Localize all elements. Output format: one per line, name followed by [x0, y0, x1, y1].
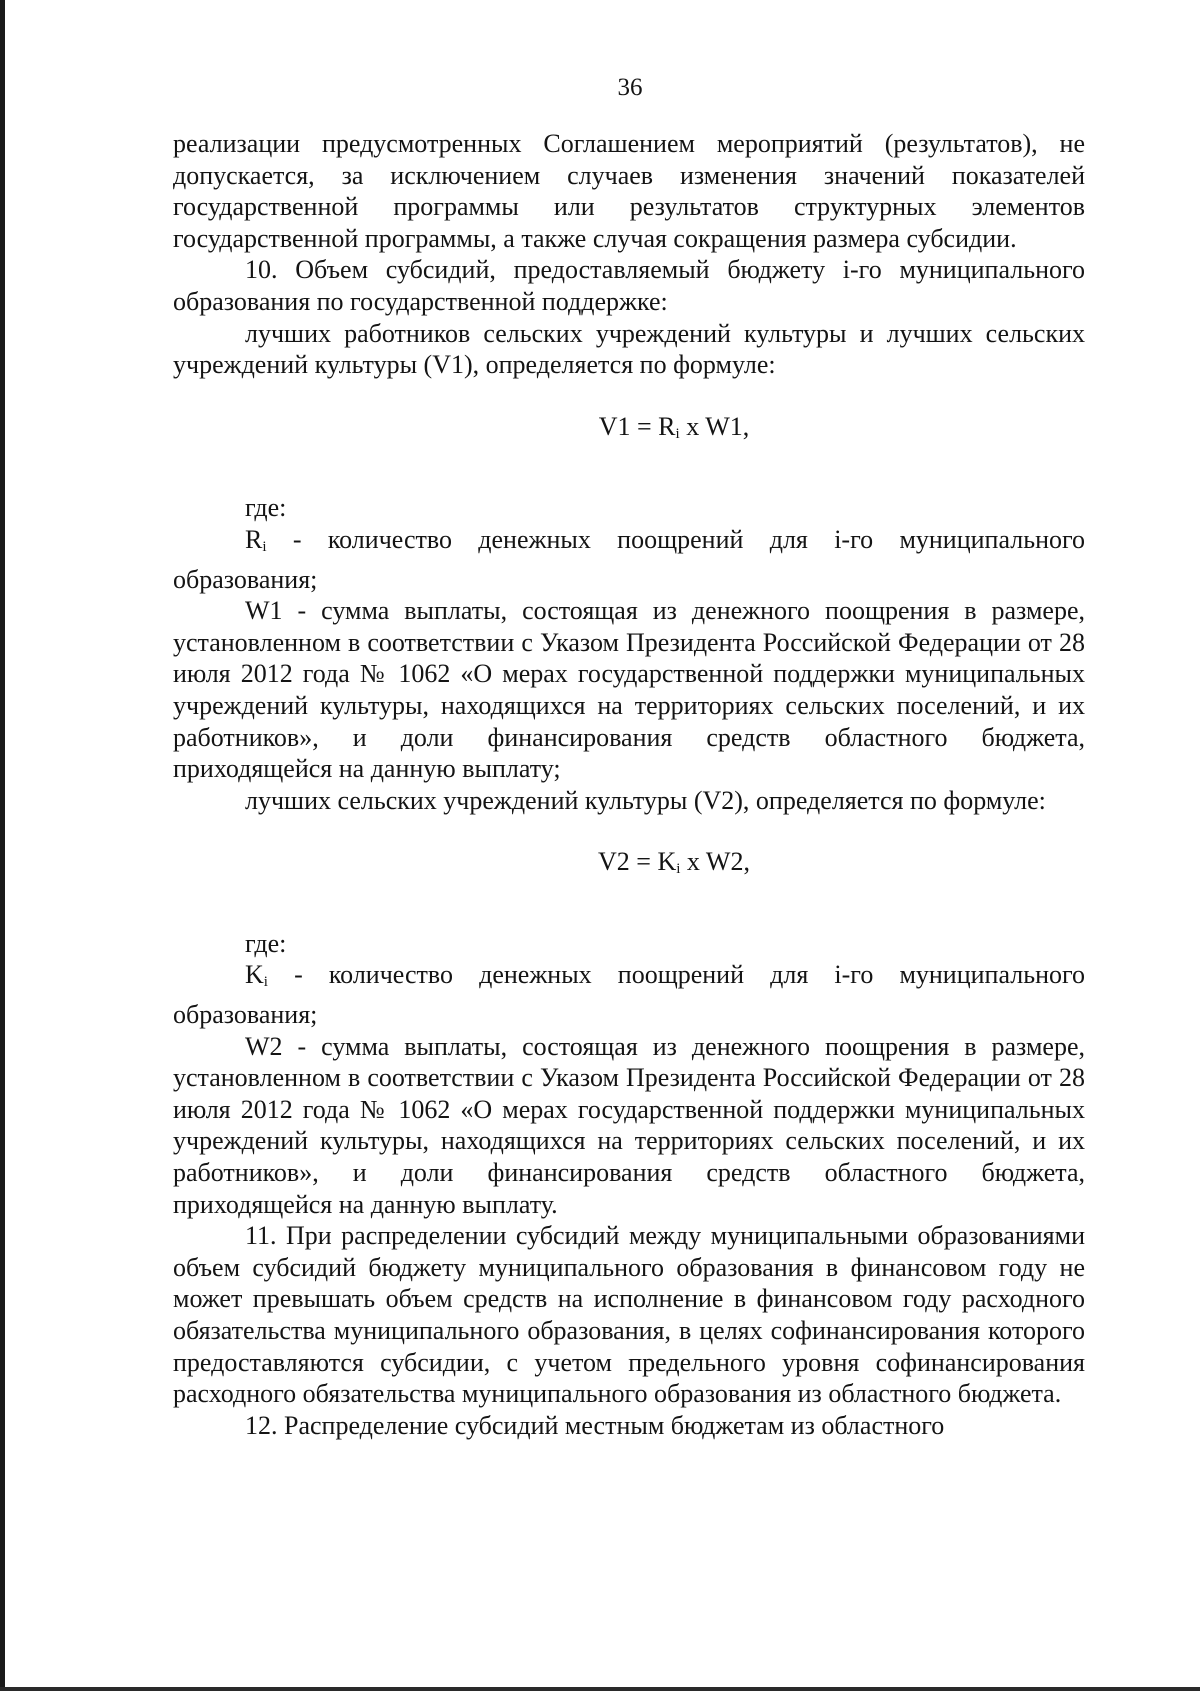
definition-w1: W1 - сумма выплаты, состоящая из денежного поощрения в размере, установленном в соответствии с Указом Президента Российской Федерации от 28 июля 2012 года № 1062 «О мерах государственной поддержки муниципальных учреждений культуры, находящихся на территориях сельских поселений, и их работников», и доли финансирования средств областного бюджета, приходящейся на данную выплату; [173, 596, 1085, 784]
symbol-r: R [245, 524, 263, 554]
formula-v1-subscript: i [675, 425, 680, 442]
paragraph-item-11: 11. При распределении субсидий между муниципальными образованиями объем субсидий бюджету муниципального образования в финансовом году не может превышать объем средств на исполнение в финансовом году расходного обязательства муниципального образования, в целях софинансирования которого предоставляются субсидии, с учетом предельного уровня софинансирования расходного обязательства муниципального образования из областного бюджета. [173, 1221, 1085, 1409]
formula-v1 [173, 411, 1085, 451]
definition-w2: W2 - сумма выплаты, состоящая из денежного поощрения в размере, установленном в соответствии с Указом Президента Российской Федерации от 28 июля 2012 года № 1062 «О мерах государственной поддержки муниципальных учреждений культуры, находящихся на территориях сельских поселений, и их работников», и доли финансирования средств областного бюджета, приходящейся на данную выплату. [173, 1031, 1085, 1219]
paragraph-best-institutions: лучших сельских учреждений культуры (V2), определяется по формуле: [245, 785, 1046, 815]
formula-v1-rhs: x W1, [679, 411, 750, 441]
formula-v1-lhs: V1 = R [598, 411, 676, 441]
where-label-1: где: [245, 493, 287, 523]
paragraph-item-10: 10. Объем субсидий, предоставляемый бюджету i-го муниципального образования по государственной поддержке: [173, 255, 1085, 316]
definition-k-text: - количество денежных поощрений для i-го муниципального образования; [173, 960, 1085, 1030]
formula-v2 [173, 846, 1085, 886]
page-number: 36 [617, 74, 643, 101]
definition-r-text: - количество денежных поощрений для i-го муниципального образования; [173, 524, 1085, 594]
formula-v2-lhs: V2 = K [598, 847, 677, 877]
paragraph-best-workers: лучших работников сельских учреждений культуры и лучших сельских учреждений культуры (V1), определяется по формуле: [173, 318, 1085, 380]
symbol-r-subscript: i [262, 538, 267, 555]
definition-r [173, 524, 1085, 595]
definition-k [173, 959, 1085, 1030]
where-label-2: где: [245, 928, 287, 958]
symbol-k: K [245, 960, 264, 990]
formula-v2-rhs: x W2, [680, 847, 750, 877]
symbol-k-subscript: i [263, 974, 268, 991]
formula-v2-subscript: i [676, 861, 681, 878]
scan-edge-left [0, 0, 5, 1691]
paragraph-continuation: реализации предусмотренных Соглашением мероприятий (результатов), не допускается, за исключением случаев изменения значений показателей государственной программы или результатов структурных элементов государственной программы, а также случая сокращения размера субсидии. [173, 129, 1085, 253]
paragraph-item-12: 12. Распределение субсидий местным бюджетам из областного [245, 1410, 945, 1440]
document-body [173, 128, 1085, 1441]
scan-edge-bottom [0, 1687, 1200, 1691]
